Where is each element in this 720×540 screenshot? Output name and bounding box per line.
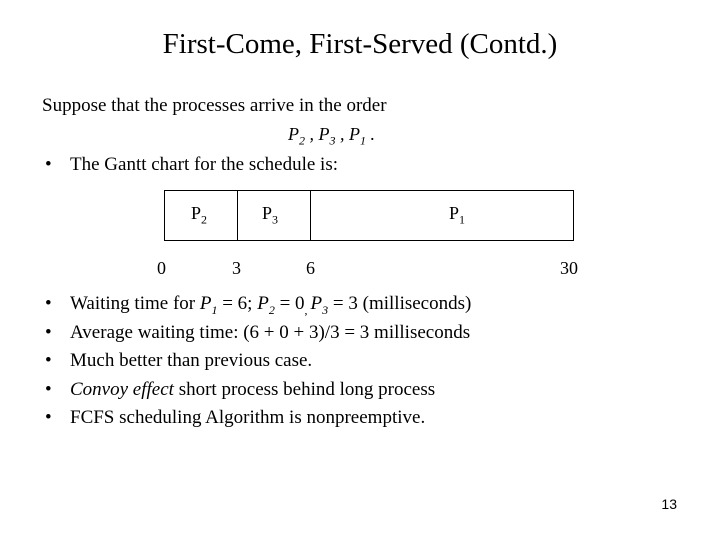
arrival-order: $P_2$ , $P_3$ , $P_1$ .	[288, 124, 375, 148]
gantt-tick-3: 3	[232, 258, 241, 278]
intro-text: Suppose that the processes arrive in the order	[42, 95, 387, 116]
gantt-block-p1: $P_1$	[449, 203, 466, 227]
bullet-marker: •	[45, 407, 52, 428]
gantt-block-p2: $P_2$	[191, 203, 208, 227]
better-text: Much better than previous case.	[70, 350, 313, 371]
gantt-tick-6: 6	[306, 258, 315, 278]
gantt-chart	[164, 190, 574, 241]
bullet-marker: •	[45, 322, 52, 343]
waiting-time-text: Waiting time for $P_1 = 6$; $P_2 = 0_,$ $P_3 = 3$ (milliseconds)	[70, 293, 472, 317]
nonpreemptive-text: FCFS scheduling Algorithm is nonpreemptive.	[70, 407, 426, 428]
convoy-effect-text: Convoy effect short process behind long process	[70, 379, 436, 400]
gantt-divider	[310, 191, 311, 240]
gantt-tick-30: 30	[560, 258, 578, 278]
bullet-marker: •	[45, 379, 52, 400]
bullet-marker: •	[45, 350, 52, 371]
slide-title: First-Come, First-Served (Contd.)	[162, 28, 558, 60]
bullet-marker: •	[45, 154, 52, 175]
page-number: 13	[661, 496, 677, 512]
gantt-tick-0: 0	[157, 258, 166, 278]
average-waiting-text: Average waiting time: (6 + 0 + 3)/3 = 3 milliseconds	[70, 322, 471, 343]
bullet-marker: •	[45, 293, 52, 314]
gantt-divider	[237, 191, 238, 240]
gantt-bullet-text: The Gantt chart for the schedule is:	[70, 154, 339, 175]
gantt-block-p3: $P_3$	[262, 203, 279, 227]
